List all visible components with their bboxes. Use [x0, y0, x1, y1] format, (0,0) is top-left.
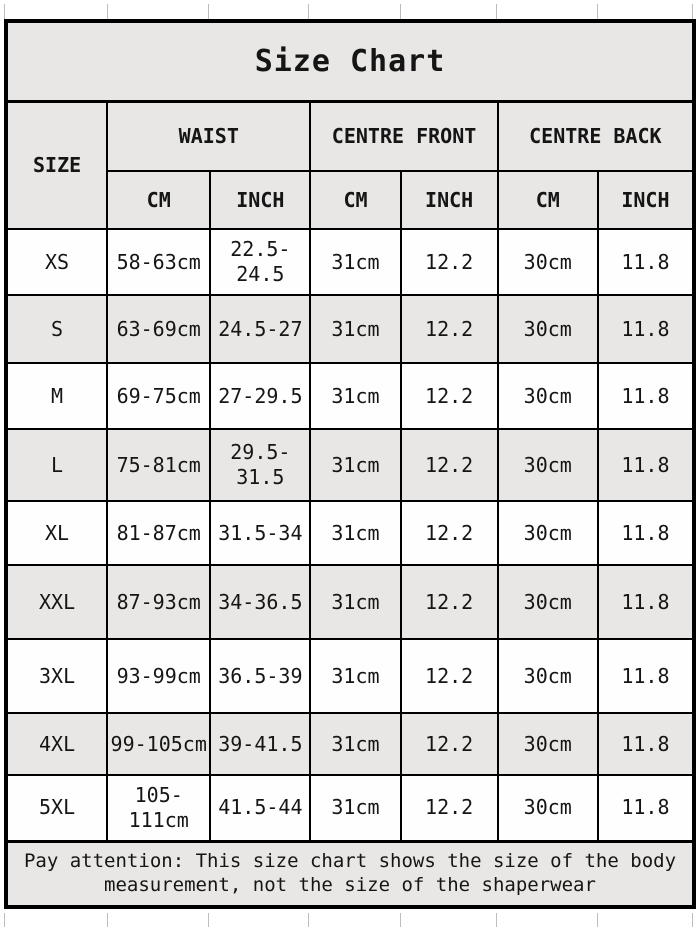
waist-cm-cell: 81-87cm	[107, 501, 210, 565]
grid-tick	[4, 4, 5, 19]
front-inch-cell: 12.2	[401, 295, 498, 363]
attention-note	[6, 841, 694, 907]
table-row-xl	[6, 501, 694, 565]
size-cell: M	[6, 363, 107, 429]
grid-tick	[4, 913, 5, 927]
back-inch-cell: 11.8	[598, 295, 694, 363]
unit-header-front-cm: CM	[310, 171, 400, 229]
back-cm-cell: 30cm	[498, 501, 598, 565]
note-line: measurement, not the size of the shaperwear	[104, 873, 596, 896]
table-row-s	[6, 295, 694, 363]
unit-header-front-inch: INCH	[401, 171, 498, 229]
back-cm-cell: 30cm	[498, 775, 598, 841]
unit-header-waist-cm: CM	[107, 171, 210, 229]
col-header-centre-back: CENTRE BACK	[498, 101, 694, 171]
waist-inch-cell: 36.5-39	[210, 639, 310, 713]
header-group-row	[6, 101, 694, 171]
grid-tick	[400, 4, 401, 19]
table-row-3xl	[6, 639, 694, 713]
back-inch-cell: 11.8	[598, 565, 694, 639]
waist-inch-cell: 31.5-34	[210, 501, 310, 565]
waist-inch-cell: 34-36.5	[210, 565, 310, 639]
back-inch-cell: 11.8	[598, 713, 694, 775]
front-cm-cell: 31cm	[310, 713, 400, 775]
front-cm-cell: 31cm	[310, 565, 400, 639]
unit-header-back-inch: INCH	[598, 171, 694, 229]
back-cm-cell: 30cm	[498, 713, 598, 775]
table-row-4xl	[6, 713, 694, 775]
waist-cm-cell: 58-63cm	[107, 229, 210, 295]
front-inch-cell: 12.2	[401, 713, 498, 775]
front-inch-cell: 12.2	[401, 429, 498, 501]
grid-tick	[496, 4, 497, 19]
back-cm-cell: 30cm	[498, 229, 598, 295]
size-cell: 4XL	[6, 713, 107, 775]
back-inch-cell: 11.8	[598, 639, 694, 713]
size-cell: XXL	[6, 565, 107, 639]
waist-inch-cell: 29.5-31.5	[210, 429, 310, 501]
size-cell: S	[6, 295, 107, 363]
unit-header-back-cm: CM	[498, 171, 598, 229]
size-cell: 5XL	[6, 775, 107, 841]
grid-tick	[597, 4, 598, 19]
waist-cm-cell: 105-111cm	[107, 775, 210, 841]
front-inch-cell: 12.2	[401, 229, 498, 295]
table-row-m	[6, 363, 694, 429]
size-cell: XS	[6, 229, 107, 295]
grid-tick	[308, 913, 309, 927]
front-cm-cell: 31cm	[310, 639, 400, 713]
col-header-size: SIZE	[6, 101, 107, 229]
waist-inch-cell: 41.5-44	[210, 775, 310, 841]
front-inch-cell: 12.2	[401, 775, 498, 841]
back-inch-cell: 11.8	[598, 363, 694, 429]
table-row-l	[6, 429, 694, 501]
front-cm-cell: 31cm	[310, 429, 400, 501]
front-cm-cell: 31cm	[310, 363, 400, 429]
col-header-waist: WAIST	[107, 101, 310, 171]
grid-tick	[308, 4, 309, 19]
waist-cm-cell: 99-105cm	[107, 713, 210, 775]
back-inch-cell: 11.8	[598, 429, 694, 501]
page-title: Size Chart	[6, 21, 694, 101]
back-cm-cell: 30cm	[498, 295, 598, 363]
waist-inch-cell: 39-41.5	[210, 713, 310, 775]
title-row	[6, 21, 694, 101]
header-unit-row	[6, 171, 694, 229]
table-row-xs	[6, 229, 694, 295]
col-header-centre-front: CENTRE FRONT	[310, 101, 497, 171]
waist-cm-cell: 69-75cm	[107, 363, 210, 429]
grid-tick	[107, 913, 108, 927]
back-cm-cell: 30cm	[498, 363, 598, 429]
grid-tick	[400, 913, 401, 927]
front-cm-cell: 31cm	[310, 775, 400, 841]
spreadsheet-grid-strip-top	[0, 0, 700, 19]
table-row-5xl	[6, 775, 694, 841]
grid-tick	[597, 913, 598, 927]
back-inch-cell: 11.8	[598, 229, 694, 295]
front-cm-cell: 31cm	[310, 501, 400, 565]
front-inch-cell: 12.2	[401, 565, 498, 639]
size-cell: XL	[6, 501, 107, 565]
front-inch-cell: 12.2	[401, 639, 498, 713]
front-cm-cell: 31cm	[310, 295, 400, 363]
back-inch-cell: 11.8	[598, 501, 694, 565]
note-line: Pay attention: This size chart shows the size of the body	[23, 850, 677, 872]
grid-tick	[208, 913, 209, 927]
back-inch-cell: 11.8	[598, 775, 694, 841]
front-cm-cell: 31cm	[310, 229, 400, 295]
table-row-xxl	[6, 565, 694, 639]
waist-cm-cell: 75-81cm	[107, 429, 210, 501]
grid-tick	[692, 4, 693, 19]
grid-tick	[107, 4, 108, 19]
front-inch-cell: 12.2	[401, 363, 498, 429]
waist-cm-cell: 87-93cm	[107, 565, 210, 639]
back-cm-cell: 30cm	[498, 429, 598, 501]
size-chart-table	[4, 19, 696, 909]
size-cell: L	[6, 429, 107, 501]
waist-inch-cell: 22.5-24.5	[210, 229, 310, 295]
back-cm-cell: 30cm	[498, 639, 598, 713]
waist-inch-cell: 24.5-27	[210, 295, 310, 363]
size-cell: 3XL	[6, 639, 107, 713]
back-cm-cell: 30cm	[498, 565, 598, 639]
grid-tick	[692, 913, 693, 927]
waist-cm-cell: 63-69cm	[107, 295, 210, 363]
note-row	[6, 841, 694, 907]
grid-tick	[496, 913, 497, 927]
grid-tick	[208, 4, 209, 19]
spreadsheet-grid-strip-bottom	[0, 913, 700, 933]
front-inch-cell: 12.2	[401, 501, 498, 565]
waist-inch-cell: 27-29.5	[210, 363, 310, 429]
waist-cm-cell: 93-99cm	[107, 639, 210, 713]
unit-header-waist-inch: INCH	[210, 171, 310, 229]
